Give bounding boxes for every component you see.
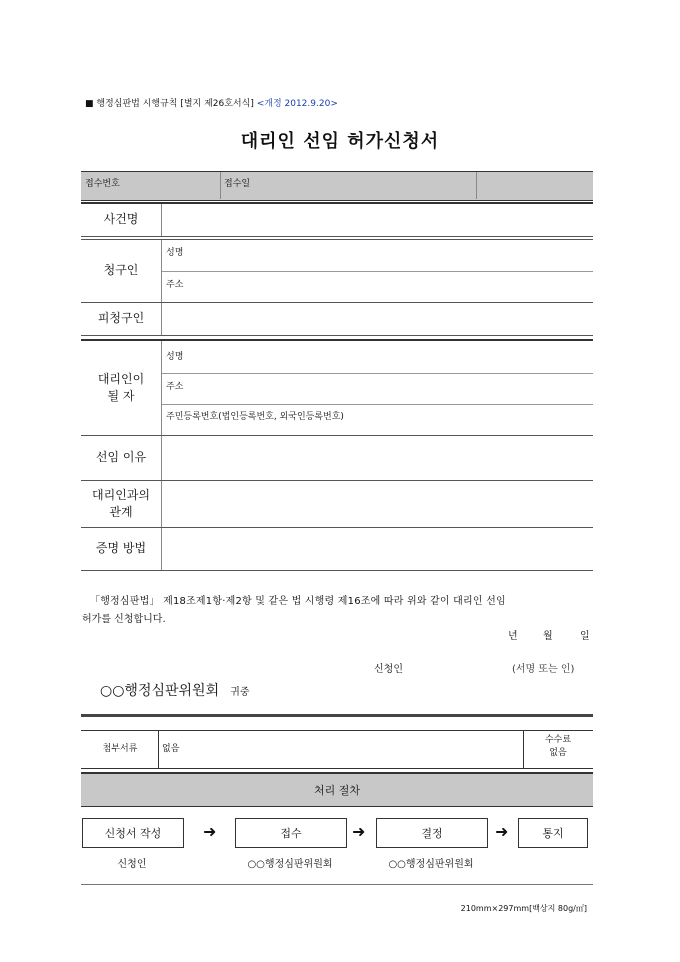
relationship-field[interactable]	[162, 481, 593, 527]
legal-basis-text: ■ 행정심판법 시행규칙 [별지 제26호서식]	[85, 99, 254, 109]
respondent-label: 피청구인	[97, 311, 145, 326]
honorific: 귀중	[230, 687, 250, 698]
agent-id-label: 주민등록번호(법인등록번호, 외국인등록번호)	[166, 412, 344, 422]
proof-field[interactable]	[162, 528, 593, 570]
fee-label: 수수료	[544, 735, 572, 745]
step-decision: 결정	[376, 818, 488, 848]
amendment-text: <개정 2012.9.20>	[256, 99, 338, 109]
attachments-label: 첨부서류	[102, 744, 138, 754]
agent-address-field[interactable]	[162, 374, 593, 404]
arrow-right-icon: ➜	[352, 822, 366, 841]
reception-bar	[81, 171, 593, 201]
statement-line1: 「행정심판법」 제18조제1항·제2항 및 같은 법 시행령 제16조에 따라 위와 같이 대리인 선임	[90, 596, 506, 607]
fee-value: 없음	[549, 747, 567, 758]
step-application: 신청서 작성	[82, 818, 184, 848]
reason-field[interactable]	[162, 436, 593, 480]
agent-id-field[interactable]	[162, 405, 593, 435]
agent-label	[81, 341, 161, 435]
agent-name-label: 성명	[166, 352, 184, 362]
step-reception: 접수	[235, 818, 347, 848]
signature-note: (서명 또는 인)	[512, 664, 575, 675]
claimant-name-field[interactable]	[162, 240, 593, 271]
date-day-label: 일	[580, 631, 590, 642]
agent-address-label: 주소	[166, 382, 184, 392]
attachments-value: 없음	[162, 744, 180, 754]
proof-label: 증명 방법	[95, 541, 147, 556]
fee-block	[524, 734, 592, 759]
step-actor-applicant: 신청인	[117, 859, 147, 870]
reception-number-label: 접수번호	[85, 179, 120, 189]
date-month-label: 월	[543, 631, 553, 642]
claimant-address-label: 주소	[166, 280, 184, 290]
reason-label: 선임 이유	[95, 450, 147, 465]
relationship-line2: 관계	[109, 505, 133, 519]
case-name-label: 사건명	[103, 212, 139, 227]
case-name-field[interactable]	[162, 204, 593, 236]
paper-size-note: 210mm×297mm[백상지 80g/㎡]	[460, 904, 587, 913]
agent-name-field[interactable]	[162, 341, 593, 373]
step-notification: 통지	[518, 818, 588, 848]
step-actor-committee: ○○행정심판위원회	[388, 859, 474, 870]
agent-label-line2: 될 자	[107, 389, 135, 403]
agent-label-line1: 대리인이	[97, 371, 145, 386]
step-actor-committee: ○○행정심판위원회	[247, 859, 333, 870]
date-year-label: 년	[508, 631, 518, 642]
addressee-name: ○○행정심판위원회	[100, 683, 220, 699]
procedure-title: 처리 절차	[81, 774, 593, 806]
arrow-right-icon: ➜	[495, 822, 509, 841]
respondent-field[interactable]	[162, 303, 593, 335]
applicant-label: 신청인	[374, 664, 403, 675]
addressee-block	[100, 680, 250, 700]
claimant-address-field[interactable]	[162, 272, 593, 302]
claimant-name-label: 성명	[166, 248, 184, 258]
form-title: 대리인 선임 허가신청서	[240, 131, 440, 152]
form-legal-basis	[85, 96, 338, 109]
statement-line2: 허가를 신청합니다.	[82, 614, 166, 625]
claimant-label: 청구인	[103, 263, 139, 278]
reception-date-label: 접수일	[224, 179, 251, 189]
arrow-right-icon: ➜	[203, 822, 217, 841]
relationship-line1: 대리인과의	[92, 487, 150, 502]
relationship-label	[81, 481, 161, 527]
